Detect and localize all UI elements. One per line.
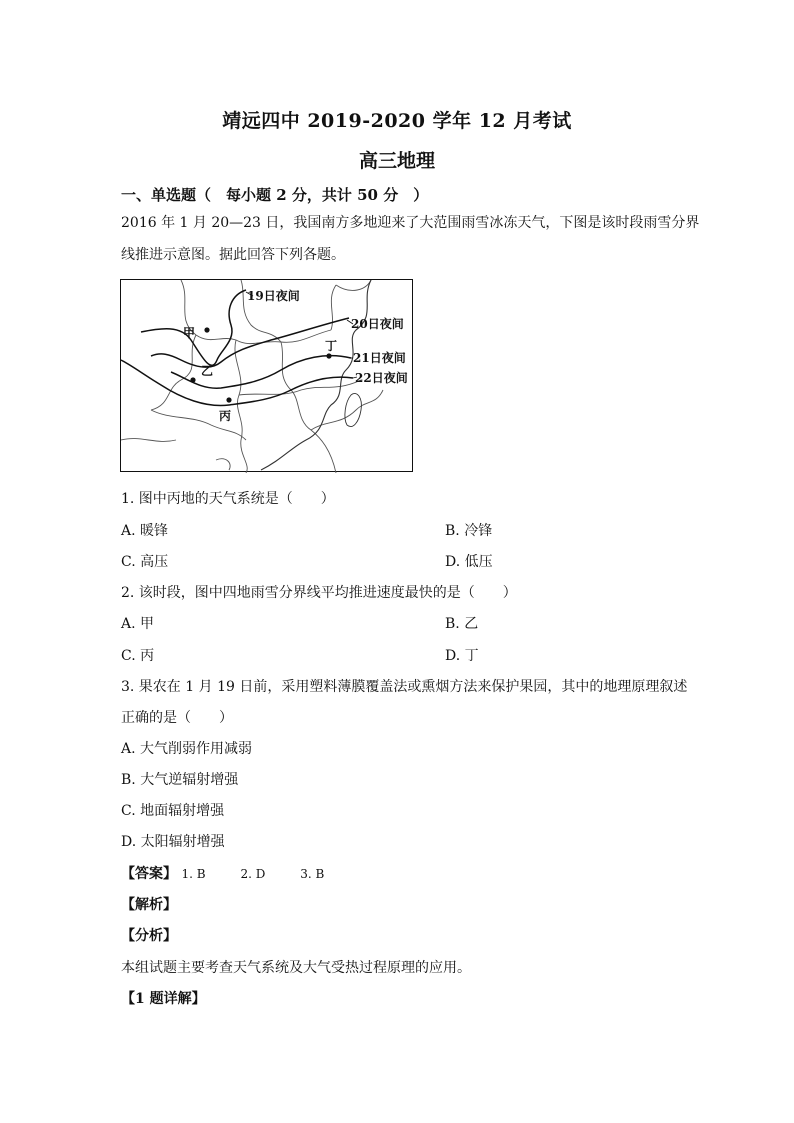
question-1-stem: 1. 图中丙地的天气系统是（ ）: [121, 491, 335, 507]
fenxi-text: 本组试题主要考查天气系统及大气受热过程原理的应用。: [121, 960, 471, 976]
section-heading: 一、单选题（ 每小题 2 分，共计 50 分 ）: [121, 186, 429, 204]
q1-option-b[interactable]: B. 冷锋: [445, 523, 493, 539]
label-jia: 甲: [183, 326, 196, 340]
intro-line-1: 2016 年 1 月 20—23 日，我国南方多地迎来了大范围雨雪冰冻天气，下图是该时段雨雪分界: [121, 215, 700, 231]
answer-label: 【答案】: [121, 866, 177, 882]
page-subtitle: 高三地理: [358, 150, 435, 172]
q3-option-d[interactable]: D. 太阳辐射增强: [121, 834, 225, 850]
ding-dot: [326, 353, 331, 358]
q3-option-c[interactable]: C. 地面辐射增强: [121, 803, 225, 819]
q2-option-a[interactable]: A. 甲: [121, 616, 155, 632]
snow-rain-boundary-map: [120, 279, 413, 472]
map-drawing: [121, 280, 414, 473]
label-ding: 丁: [325, 339, 338, 353]
question-3-stem-line-1: 3. 果农在 1 月 19 日前，采用塑料薄膜覆盖法或熏烟方法来保护果园，其中的地理原理叙述: [121, 679, 688, 695]
yi-dot: [190, 377, 195, 382]
q2-option-d[interactable]: D. 丁: [445, 648, 479, 664]
intro-line-2: 线推进示意图。据此回答下列各题。: [121, 247, 345, 263]
q2-option-c[interactable]: C. 丙: [121, 648, 155, 664]
page-title: 靖远四中 2019-2020 学年 12 月考试: [222, 110, 572, 132]
label-22-night: 22日夜间: [355, 371, 408, 385]
question-2-stem: 2. 该时段，图中四地雨雪分界线平均推进速度最快的是（ ）: [121, 585, 517, 601]
q3-option-b[interactable]: B. 大气逆辐射增强: [121, 772, 239, 788]
label-yi: 乙: [201, 364, 214, 378]
fenxi-heading: 【分析】: [121, 928, 177, 944]
jia-dot: [204, 327, 209, 332]
bing-dot: [226, 397, 231, 402]
answer-2: 2. D: [240, 867, 266, 881]
q3-option-a[interactable]: A. 大气削弱作用减弱: [121, 741, 253, 757]
answer-1: 1. B: [181, 867, 206, 881]
q2-option-b[interactable]: B. 乙: [445, 616, 479, 632]
detail-1-heading: 【1 题详解】: [121, 991, 206, 1007]
analysis-heading: 【解析】: [121, 897, 177, 913]
question-3-stem-line-2: 正确的是（ ）: [121, 710, 233, 726]
answer-3: 3. B: [300, 867, 325, 881]
answer-line: [121, 863, 324, 883]
q1-option-c[interactable]: C. 高压: [121, 554, 169, 570]
label-bing: 丙: [219, 409, 232, 423]
q1-option-a[interactable]: A. 暖锋: [121, 523, 169, 539]
label-19-night: 19日夜间: [247, 289, 300, 303]
label-21-night: 21日夜间: [353, 351, 406, 365]
label-20-night: 20日夜间: [351, 317, 404, 331]
q1-option-d[interactable]: D. 低压: [445, 554, 493, 570]
